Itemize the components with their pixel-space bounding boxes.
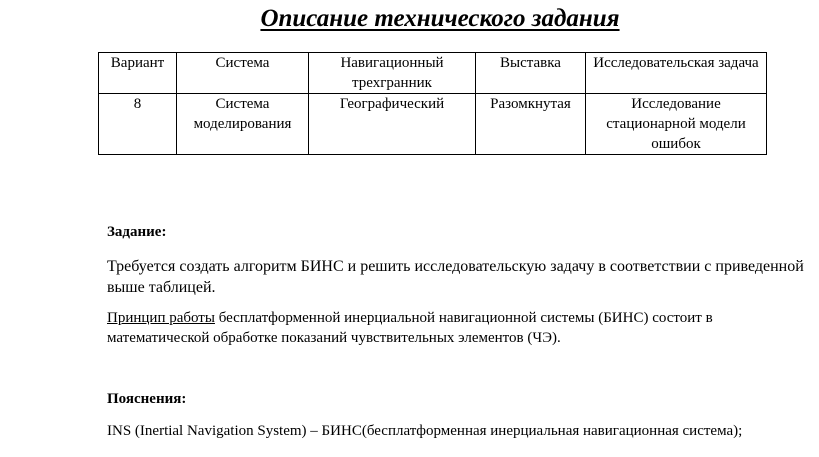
- header-cell-nav-frame: Навигационный трехгранник: [309, 53, 476, 94]
- spec-table: [98, 52, 767, 155]
- cell-alignment: Разомкнутая: [476, 94, 586, 155]
- task-text: Требуется создать алгоритм БИНС и решить исследовательскую задачу в соответствии с приведенной выше таблицей.: [107, 258, 804, 296]
- header-cell-system: Система: [177, 53, 309, 94]
- cell-research-task: Исследование стационарной модели ошибок: [586, 94, 767, 155]
- notes-line: INS (Inertial Navigation System) – БИНС(бесплатформенная инерциальная навигационная система);: [107, 423, 743, 439]
- principle-label: Принцип работы: [107, 310, 215, 326]
- cell-variant: 8: [99, 94, 177, 155]
- cell-system: Система моделирования: [177, 94, 309, 155]
- document-title: Описание технического задания: [260, 5, 620, 32]
- table-row: [99, 94, 767, 155]
- header-cell-variant: Вариант: [99, 53, 177, 94]
- principle-paragraph: [107, 308, 807, 348]
- cell-nav-frame: Географический: [309, 94, 476, 155]
- task-heading: Задание:: [107, 224, 167, 240]
- table-header-row: [99, 53, 767, 94]
- notes-heading: Пояснения:: [107, 391, 187, 407]
- principle-text: бесплатформенной инерциальной навигационной системы (БИНС) состоит в математической обработке показаний чувствительных элементов (ЧЭ).: [107, 310, 713, 346]
- header-cell-alignment: Выставка: [476, 53, 586, 94]
- header-cell-research-task: Исследовательская задача: [586, 53, 767, 94]
